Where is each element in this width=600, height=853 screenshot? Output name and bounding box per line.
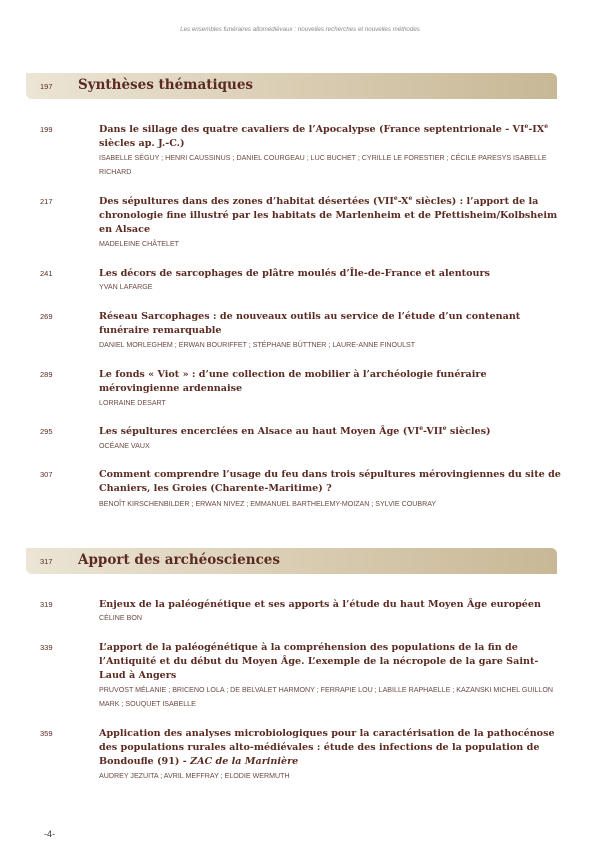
entry-page-number: 339 [40, 643, 53, 652]
section-title: Synthèses thématiques [78, 77, 254, 93]
entry-authors: DANIEL MORLEGHEM ; ERWAN BOURIFFET ; STÉPHANE BÜTTNER ; LAURE-ANNE FINOULST [99, 341, 416, 349]
entry-authors: ISABELLE SÉGUY ; HENRI CAUSSINUS ; DANIEL COURGEAU ; LUC BUCHET ; CYRILLE LE FORESTIER ; CÉCILE PARESYS ISABELLE RICHARD [99, 154, 547, 176]
entry-title: Comment comprendre l’usage du feu dans trois sépultures mérovingiennes du site de Chaniers, les Groies (Charente-Maritime) ? [99, 469, 561, 494]
entry-title: Des sépultures dans des zones d’habitat désertées (VIIe-Xe siècles) : l’apport de la chronologie fine illustré par les habitats de Marlenheim et de Pfettisheim/Kolbsheim en Alsace [99, 194, 558, 235]
entry-page-number: 289 [40, 370, 53, 379]
section-header-syntheses[interactable] [26, 73, 557, 99]
page-number: -4- [44, 829, 55, 839]
entry-title: Enjeux de la paléogénétique et ses apports à l’étude du haut Moyen Âge européen [99, 599, 541, 610]
entry-authors: MADELEINE CHÂTELET [99, 240, 180, 248]
entry-authors: AUDREY JEZUITA ; AVRIL MEFFRAY ; ELODIE WERMUTH [99, 772, 290, 780]
entry-authors: LORRAINE DESART [99, 399, 166, 407]
section-header-archeosciences[interactable] [26, 548, 557, 574]
entry-authors: OCÉANE VAUX [99, 442, 150, 450]
entry-title: Les décors de sarcophages de plâtre moulés d’Île-de-France et alentours [99, 268, 490, 279]
entry-title: Les sépultures encerclées en Alsace au haut Moyen Âge (VIe-VIIe siècles) [99, 424, 491, 437]
entry-title: L’apport de la paléogénétique à la compréhension des populations de la fin de l’Antiquité et du début du Moyen Âge. L’exemple de la nécropole de la gare Saint-Laud à Angers [99, 642, 539, 681]
entry-page-number: 307 [40, 470, 53, 479]
entry-authors: CÉLINE BON [99, 614, 142, 622]
entry-authors: BENOÎT KIRSCHENBILDER ; ERWAN NIVEZ ; EMMANUEL BARTHELEMY-MOIZAN ; SYLVIE COUBRAY [99, 500, 437, 508]
entry-title: Le fonds « Viot » : d’une collection de mobilier à l’archéologie funéraire mérovingienne ardennaise [99, 369, 487, 394]
entry-page-number: 241 [40, 269, 53, 278]
entry-page-number: 319 [40, 600, 53, 609]
entry-page-number: 199 [40, 125, 53, 134]
running-head: Les ensembles funéraires altomédiévaux : nouvelles recherches et nouvelles méthodes [180, 26, 420, 33]
entry-title: Dans le sillage des quatre cavaliers de l’Apocalypse (France septentrionale - VIe-IXe siècles ap. J.-C.) [99, 122, 549, 149]
entry-page-number: 269 [40, 312, 53, 321]
entry-page-number: 359 [40, 729, 53, 738]
entry-page-number: 217 [40, 197, 53, 206]
entry-authors: YVAN LAFARGE [99, 283, 153, 291]
section-page-number: 317 [40, 557, 53, 566]
section-page-number: 197 [40, 82, 53, 91]
entry-authors: PRUVOST MÉLANIE ; BRICENO LOLA ; DE BELVALET HARMONY ; FERRAPIE LOU ; LABILLE RAPHAELLE ; KAZANSKI MICHEL GUILLON MARK ; SOUQUET ISABELLE [99, 686, 554, 708]
section-title: Apport des archéosciences [78, 552, 280, 568]
entry-page-number: 295 [40, 427, 53, 436]
entry-title: Application des analyses microbiologiques pour la caractérisation de la pathocénose des populations rurales alto-médiévales : étude des infections de la population de Bondoufle (91) - ZAC de la Marinière [99, 728, 555, 767]
entry-title: Réseau Sarcophages : de nouveaux outils au service de l’étude d’un contenant funéraire remarquable [99, 311, 521, 336]
